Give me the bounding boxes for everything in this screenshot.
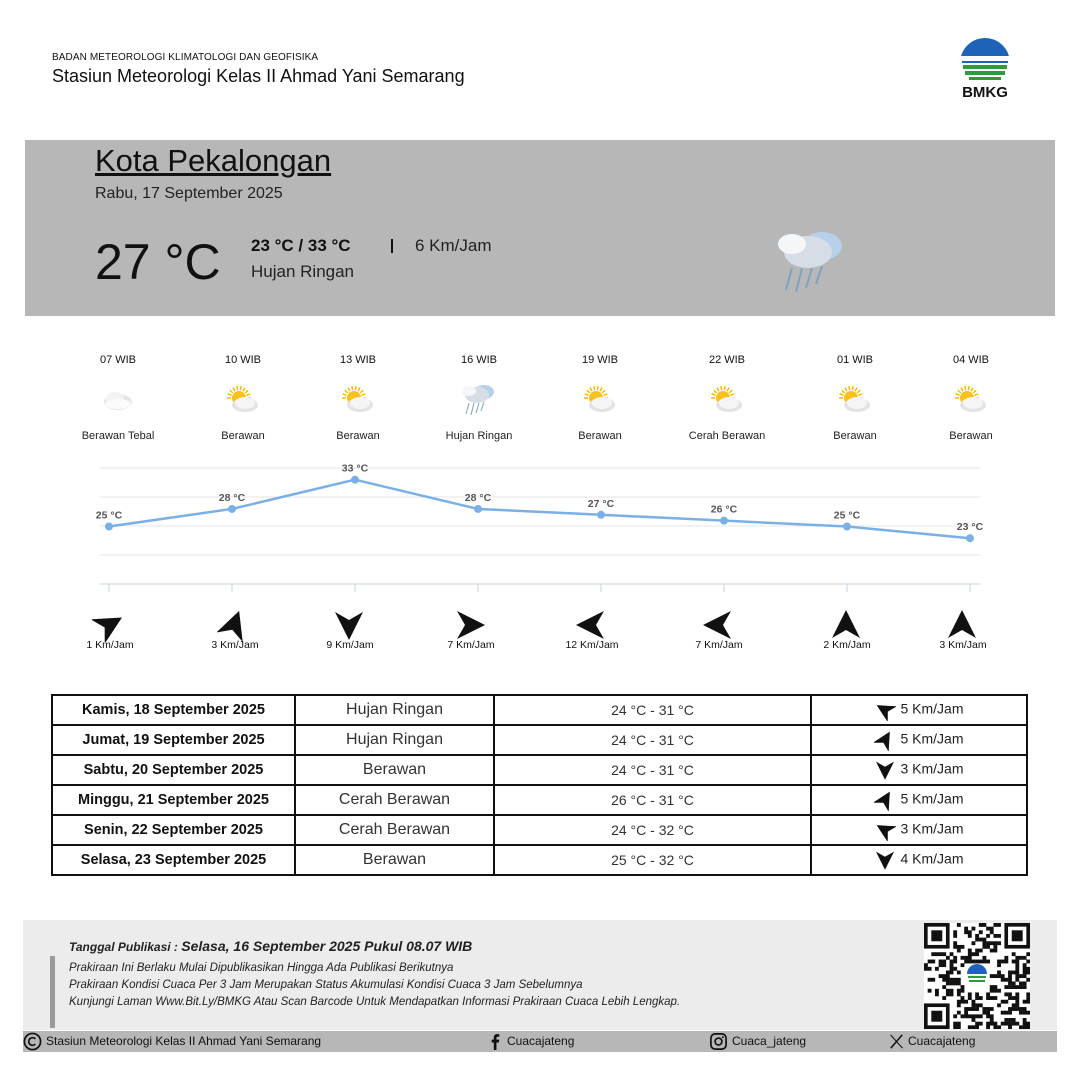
wind-speed-label: 9 Km/Jam <box>326 639 374 651</box>
forecast-temperature-range: 25 °C - 32 °C <box>494 845 811 875</box>
publication-date <box>69 938 472 954</box>
wind-direction-icon <box>874 821 900 837</box>
hour-label: 16 WIB <box>460 354 498 366</box>
current-condition: Hujan Ringan <box>251 262 355 281</box>
forecast-day: Selasa, 23 September 2025 <box>52 845 295 875</box>
hour-label: 04 WIB <box>952 354 990 366</box>
temperature-data-label: 23 °C <box>956 521 984 534</box>
wind-direction-icon <box>453 608 487 642</box>
forecast-condition: Berawan <box>295 755 494 785</box>
hour-condition: Berawan <box>336 430 380 442</box>
sun-cloud-icon <box>835 380 875 420</box>
sun-cloud-icon <box>338 380 378 420</box>
temperature-point <box>966 534 974 542</box>
wind-speed-label: 3 Km/Jam <box>939 639 987 651</box>
station-name: Stasiun Meteorologi Kelas II Ahmad Yani Semarang <box>52 66 465 86</box>
min-max-temperature: 23 °C / 33 °C <box>251 236 351 255</box>
cloud-icon <box>98 380 138 420</box>
forecast-wind <box>811 785 1027 815</box>
temperature-chart <box>80 460 1000 600</box>
forecast-wind <box>811 845 1027 875</box>
light-rain-cloud-icon <box>459 380 499 420</box>
wind-direction-icon <box>829 608 863 642</box>
forecast-day: Minggu, 21 September 2025 <box>52 785 295 815</box>
hour-label: 01 WIB <box>836 354 874 366</box>
forecast-temperature-range: 24 °C - 31 °C <box>494 695 811 725</box>
hour-condition: Berawan Tebal <box>81 430 155 442</box>
wind-direction-icon <box>92 608 126 642</box>
footer-panel <box>23 920 1057 1030</box>
wind-direction-icon <box>217 608 251 642</box>
hour-condition: Berawan <box>949 430 993 442</box>
forecast-day: Sabtu, 20 September 2025 <box>52 755 295 785</box>
forecast-row <box>52 845 1027 875</box>
forecast-wind <box>811 755 1027 785</box>
current-wind-speed: 6 Km/Jam <box>415 236 492 255</box>
temperature-point <box>228 505 236 513</box>
forecast-row <box>52 725 1027 755</box>
footer-note: Prakiraan Ini Berlaku Mulai Dipublikasikan Hingga Ada Publikasi Berikutnya <box>69 962 454 974</box>
org-name: BADAN METEOROLOGI KLIMATOLOGI DAN GEOFISIKA <box>52 52 319 63</box>
wind-speed-label: 7 Km/Jam <box>695 639 743 651</box>
current-temperature: 27 °C <box>95 234 221 290</box>
forecast-wind-speed: 3 Km/Jam <box>900 760 964 777</box>
forecast-temperature-range: 24 °C - 32 °C <box>494 815 811 845</box>
hour-condition: Hujan Ringan <box>445 430 513 442</box>
temperature-data-label: 28 °C <box>464 491 492 504</box>
forecast-wind-speed: 5 Km/Jam <box>900 730 964 747</box>
facebook-handle[interactable]: Cuacajateng <box>507 1034 575 1048</box>
wind-direction-icon <box>874 761 900 777</box>
forecast-temperature-range: 24 °C - 31 °C <box>494 725 811 755</box>
wind-direction-icon <box>701 608 735 642</box>
temperature-point <box>720 517 728 525</box>
temperature-data-label: 33 °C <box>341 462 369 475</box>
x-twitter-icon[interactable] <box>887 1032 906 1051</box>
forecast-row <box>52 755 1027 785</box>
forecast-condition: Cerah Berawan <box>295 785 494 815</box>
wind-direction-icon <box>332 608 366 642</box>
hour-label: 13 WIB <box>339 354 377 366</box>
sun-cloud-icon <box>580 380 620 420</box>
sun-cloud-icon <box>951 380 991 420</box>
light-rain-cloud-icon <box>770 222 854 302</box>
facebook-icon[interactable] <box>486 1032 505 1051</box>
wind-speed-label: 3 Km/Jam <box>211 639 259 651</box>
footer-note: Kunjungi Laman Www.Bit.Ly/BMKG Atau Scan Barcode Untuk Mendapatkan Informasi Prakiraan Cuaca Lebih Lengkap. <box>69 996 681 1008</box>
forecast-row <box>52 815 1027 845</box>
wind-direction-icon <box>874 791 900 807</box>
forecast-wind-speed: 5 Km/Jam <box>900 700 964 717</box>
daily-forecast-table <box>51 694 1028 876</box>
temperature-data-label: 28 °C <box>218 491 246 504</box>
separator <box>391 239 393 253</box>
forecast-row <box>52 695 1027 725</box>
wind-speed-label: 2 Km/Jam <box>823 639 871 651</box>
hour-condition: Berawan <box>578 430 622 442</box>
footer-accent-bar <box>50 956 55 1028</box>
forecast-row <box>52 785 1027 815</box>
wind-direction-icon <box>574 608 608 642</box>
temperature-point <box>474 505 482 513</box>
temperature-point <box>597 511 605 519</box>
bmkg-logo-text: BMKG <box>962 84 1008 101</box>
forecast-day: Kamis, 18 September 2025 <box>52 695 295 725</box>
forecast-wind-speed: 3 Km/Jam <box>900 820 964 837</box>
wind-direction-icon <box>874 701 900 717</box>
hour-label: 19 WIB <box>581 354 619 366</box>
hour-label: 10 WIB <box>224 354 262 366</box>
qr-code-icon[interactable] <box>924 923 1030 1029</box>
instagram-icon[interactable] <box>709 1032 728 1051</box>
forecast-day: Senin, 22 September 2025 <box>52 815 295 845</box>
wind-speed-label: 12 Km/Jam <box>565 639 619 651</box>
current-date: Rabu, 17 September 2025 <box>95 185 283 202</box>
footer-note: Prakiraan Kondisi Cuaca Per 3 Jam Merupakan Status Akumulasi Kondisi Cuaca 3 Jam Sebelumnya <box>69 979 583 991</box>
wind-speed-label: 7 Km/Jam <box>447 639 495 651</box>
temperature-data-label: 27 °C <box>587 497 615 510</box>
wind-direction-icon <box>874 731 900 747</box>
copyright-icon <box>23 1032 42 1051</box>
sun-cloud-icon <box>223 380 263 420</box>
temperature-data-label: 26 °C <box>710 503 738 516</box>
wind-direction-icon <box>945 608 979 642</box>
temperature-data-label: 25 °C <box>833 509 861 522</box>
temperature-point <box>351 476 359 484</box>
hour-label: 22 WIB <box>708 354 746 366</box>
forecast-wind <box>811 815 1027 845</box>
forecast-temperature-range: 26 °C - 31 °C <box>494 785 811 815</box>
hour-condition: Cerah Berawan <box>688 430 766 442</box>
forecast-wind-speed: 4 Km/Jam <box>900 850 964 867</box>
forecast-wind <box>811 725 1027 755</box>
forecast-day: Jumat, 19 September 2025 <box>52 725 295 755</box>
temperature-data-label: 25 °C <box>95 509 123 522</box>
hour-label: 07 WIB <box>99 354 137 366</box>
forecast-temperature-range: 24 °C - 31 °C <box>494 755 811 785</box>
temperature-point <box>843 523 851 531</box>
forecast-wind-speed: 5 Km/Jam <box>900 790 964 807</box>
hour-condition: Berawan <box>833 430 877 442</box>
x-handle[interactable]: Cuacajateng <box>908 1034 976 1048</box>
forecast-wind <box>811 695 1027 725</box>
copyright-text: Stasiun Meteorologi Kelas II Ahmad Yani Semarang <box>46 1034 322 1048</box>
temperature-point <box>105 523 113 531</box>
hour-condition: Berawan <box>221 430 265 442</box>
wind-speed-label: 1 Km/Jam <box>86 639 134 651</box>
publication-label: Tanggal Publikasi : <box>69 940 182 954</box>
forecast-condition: Berawan <box>295 845 494 875</box>
instagram-handle[interactable]: Cuaca_jateng <box>732 1034 807 1048</box>
publication-value: Selasa, 16 September 2025 Pukul 08.07 WIB <box>181 938 473 954</box>
city-name: Kota Pekalongan <box>95 143 332 178</box>
wind-direction-icon <box>874 851 900 867</box>
forecast-condition: Hujan Ringan <box>295 695 494 725</box>
sun-cloud-icon <box>707 380 747 420</box>
forecast-condition: Cerah Berawan <box>295 815 494 845</box>
forecast-condition: Hujan Ringan <box>295 725 494 755</box>
